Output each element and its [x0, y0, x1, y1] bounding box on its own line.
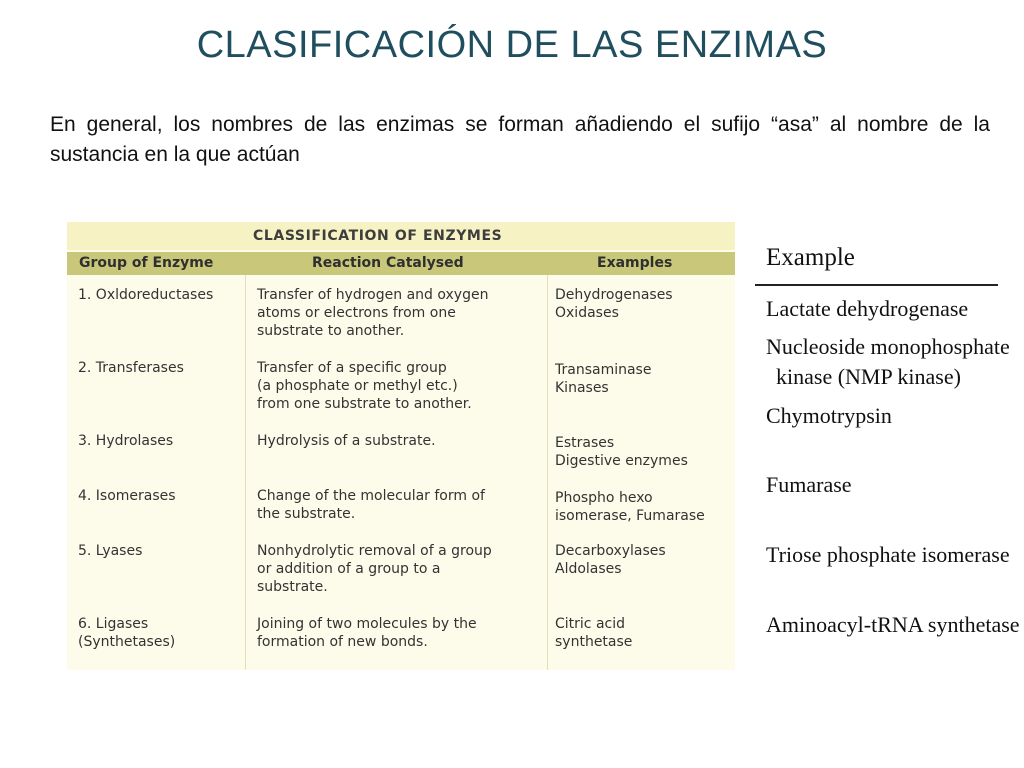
slide-title: CLASIFICACIÓN DE LAS ENZIMAS	[196, 24, 828, 66]
examples-panel	[755, 240, 1020, 640]
header-group: Group of Enzyme	[79, 255, 214, 271]
example-item	[766, 540, 1010, 570]
cell-reaction: Change of the molecular form of the substrate.	[257, 488, 485, 522]
column-divider	[547, 275, 548, 670]
cell-examples: Decarboxylases Aldolases	[555, 543, 666, 577]
intro-paragraph: En general, los nombres de las enzimas se forman añadiendo el sufijo “asa” al nombre de la sustancia en la que actúan	[50, 113, 990, 166]
header-examples: Examples	[597, 255, 673, 271]
cell-reaction: Nonhydrolytic removal of a group or addition of a group to a substrate.	[257, 543, 492, 595]
example-text: Nucleoside monophosphate	[766, 334, 1010, 359]
cell-group: 1. Oxldoreductases	[78, 287, 214, 303]
cell-group: 4. Isomerases	[78, 488, 176, 504]
example-item	[766, 401, 892, 431]
cell-reaction: Hydrolysis of a substrate.	[257, 433, 436, 449]
enzyme-classification-table	[67, 222, 735, 670]
examples-heading: Example	[766, 244, 855, 271]
example-item	[766, 294, 968, 324]
header-reaction: Reaction Catalysed	[312, 255, 464, 271]
example-text: Triose phosphate isomerase	[766, 542, 1010, 567]
cell-examples: Phospho hexo isomerase, Fumarase	[555, 490, 705, 524]
example-text: Chymotrypsin	[766, 403, 892, 428]
example-item	[766, 332, 1010, 392]
cell-examples: Transaminase Kinases	[555, 362, 652, 396]
cell-examples: Citric acid synthetase	[555, 616, 633, 650]
example-text: Aminoacyl-tRNA synthetase	[766, 612, 1020, 637]
cell-group: 3. Hydrolases	[78, 433, 174, 449]
table-caption-text: CLASSIFICATION OF ENZYMES	[253, 228, 503, 244]
example-item	[766, 470, 852, 500]
example-text: Fumarase	[766, 472, 852, 497]
cell-group: 6. Ligases (Synthetases)	[78, 616, 176, 650]
cell-group: 5. Lyases	[78, 543, 143, 559]
examples-divider	[755, 284, 998, 286]
example-text-continued: kinase (NMP kinase)	[776, 364, 961, 389]
cell-reaction: Joining of two molecules by the formation of new bonds.	[257, 616, 477, 650]
cell-examples: Dehydrogenases Oxidases	[555, 287, 673, 321]
cell-reaction: Transfer of hydrogen and oxygen atoms or electrons from one substrate to another.	[257, 287, 489, 339]
table-caption	[67, 222, 735, 250]
cell-examples: Estrases Digestive enzymes	[555, 435, 688, 469]
cell-group: 2. Transferases	[78, 360, 184, 376]
example-item	[766, 610, 1020, 640]
example-text: Lactate dehydrogenase	[766, 296, 969, 321]
column-divider	[245, 275, 246, 670]
cell-reaction: Transfer of a specific group (a phosphate or methyl etc.) from one substrate to another.	[257, 360, 472, 412]
table-header-row	[67, 252, 735, 275]
